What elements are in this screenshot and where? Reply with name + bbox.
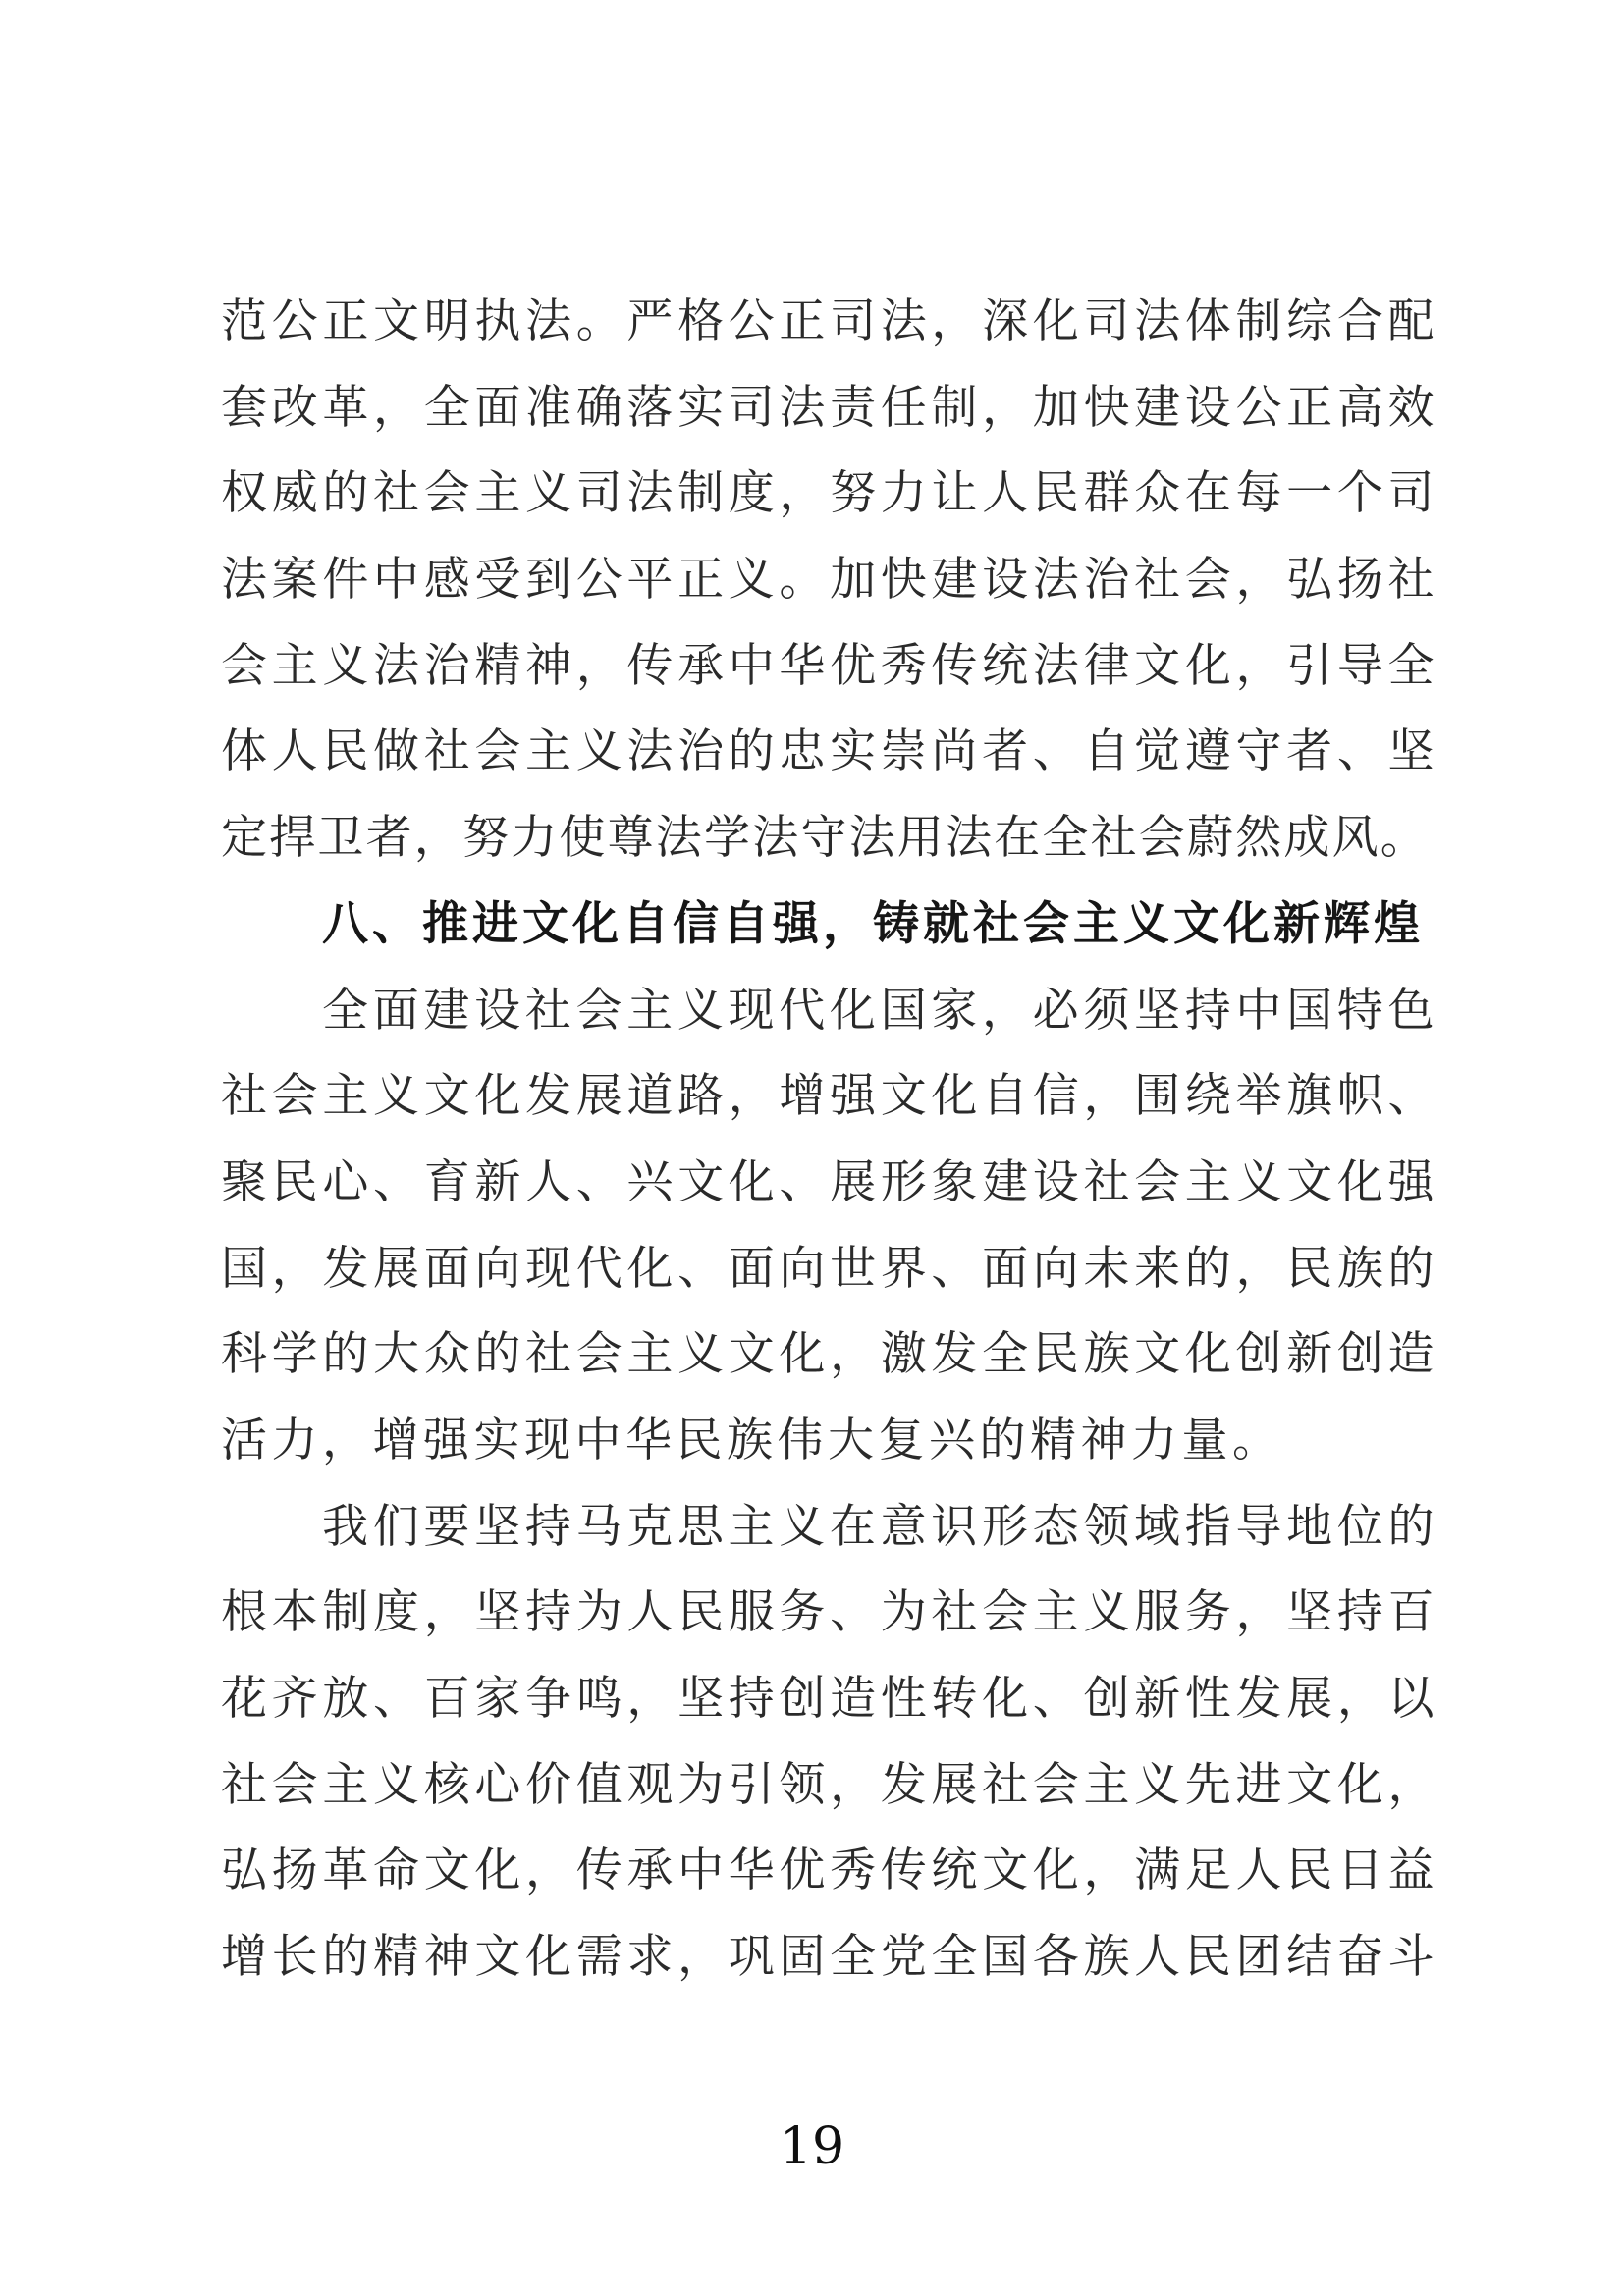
text-line: 国，发展面向现代化、面向世界、面向未来的，民族的 [221, 1241, 1438, 1296]
text-line: 活力，增强实现中华民族伟大复兴的精神力量。 [221, 1413, 1283, 1468]
text-line: 我们要坚持马克思主义在意识形态领域指导地位的 [322, 1499, 1438, 1554]
text-line: 根本制度，坚持为人民服务、为社会主义服务，坚持百 [221, 1585, 1438, 1640]
text-line: 社会主义文化发展道路，增强文化自信，围绕举旗帜、 [221, 1069, 1438, 1124]
text-line: 定捍卫者，努力使尊法学法守法用法在全社会蔚然成风。 [221, 811, 1429, 866]
text-line: 花齐放、百家争鸣，坚持创造性转化、创新性发展，以 [221, 1672, 1438, 1726]
text-line: 聚民心、育新人、兴文化、展形象建设社会主义文化强 [221, 1154, 1438, 1209]
text-line: 增长的精神文化需求，巩固全党全国各族人民团结奋斗 [221, 1930, 1438, 1985]
text-line: 法案件中感受到公平正义。加快建设法治社会，弘扬社 [221, 553, 1438, 608]
text-line: 全面建设社会主义现代化国家，必须坚持中国特色 [322, 983, 1438, 1038]
section-heading: 八、推进文化自信自强，铸就社会主义文化新辉煌 [322, 896, 1424, 951]
text-line: 会主义法治精神，传承中华优秀传统法律文化，引导全 [221, 638, 1438, 693]
text-line: 体人民做社会主义法治的忠实崇尚者、自觉遵守者、坚 [221, 724, 1438, 779]
text-line: 科学的大众的社会主义文化，激发全民族文化创新创造 [221, 1327, 1438, 1382]
text-line: 弘扬革命文化，传承中华优秀传统文化，满足人民日益 [221, 1843, 1438, 1898]
text-line: 套改革，全面准确落实司法责任制，加快建设公正高效 [221, 380, 1438, 435]
text-line: 范公正文明执法。严格公正司法，深化司法体制综合配 [221, 294, 1438, 348]
page-number: 19 [779, 2117, 845, 2176]
page-body-text [221, 279, 1438, 2001]
text-line: 社会主义核心价值观为引领，发展社会主义先进文化， [221, 1757, 1438, 1812]
text-line: 权威的社会主义司法制度，努力让人民群众在每一个司 [221, 466, 1438, 521]
